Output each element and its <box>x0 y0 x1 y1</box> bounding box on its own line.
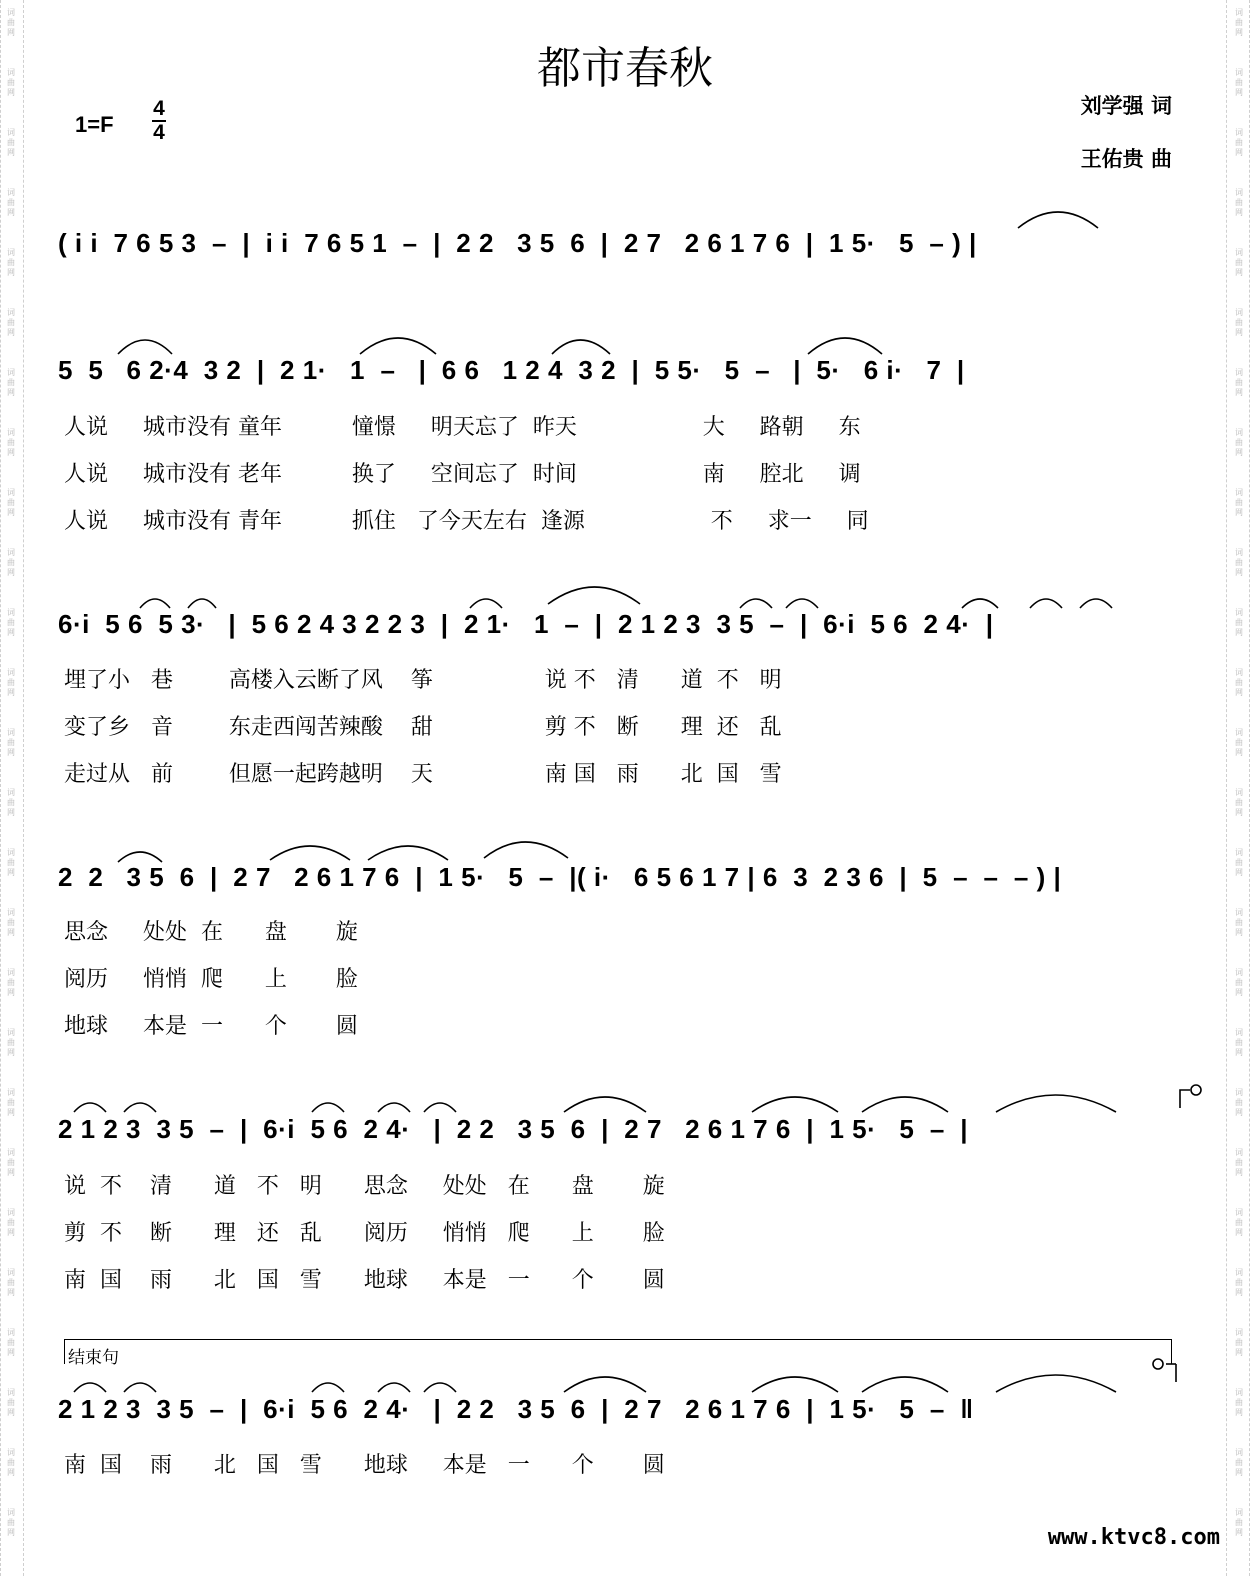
side-watermark-text: 词 曲 网 <box>1235 728 1243 757</box>
time-signature-bottom: 4 <box>153 121 165 144</box>
slur-arc <box>118 852 162 862</box>
ending-label: 结束句 <box>68 1348 119 1368</box>
key-signature: 1=F <box>75 112 114 137</box>
slur-arc <box>552 340 610 354</box>
slur-arc <box>564 1097 646 1112</box>
slur-arc <box>808 338 882 354</box>
slur-arc <box>740 599 772 608</box>
slur-arc <box>312 1383 344 1392</box>
side-watermark-text: 词 曲 网 <box>1235 788 1243 817</box>
coda-marker <box>1180 1090 1190 1108</box>
notation-line-4: 2 2 3 5 6 | 2 7 2 6 1 7 6 | 1 5· 5 – |( i· 6 5 6 1 7 | 6 3 2 3 6 | 5 – – – ) | <box>58 862 1062 892</box>
slur-arc <box>862 1377 948 1392</box>
side-watermark-text: 词 曲 网 <box>7 428 15 457</box>
lyric-line-4-verse-3: 地球 本是 一 个 圆 <box>64 1014 358 1039</box>
slur-arc <box>424 1103 456 1112</box>
side-watermark-text: 词 曲 网 <box>7 1388 15 1417</box>
side-watermark-text: 词 曲 网 <box>1235 488 1243 517</box>
side-watermark-text: 词 曲 网 <box>1235 1268 1243 1297</box>
side-watermark-text: 词 曲 网 <box>7 848 15 877</box>
slur-arc <box>1030 599 1062 608</box>
side-watermark-text: 词 曲 网 <box>1235 308 1243 337</box>
notation-line-6: 2 1 2 3 3 5 – | 6·i 5 6 2 4· | 2 2 3 5 6 | 2 7 2 6 1 7 6 | 1 5· 5 – ‖ <box>58 1394 974 1424</box>
side-watermark-text: 词 曲 网 <box>1235 248 1243 277</box>
slur-arc <box>424 1383 456 1392</box>
side-watermark-text: 词 曲 网 <box>1235 908 1243 937</box>
slur-arc <box>118 340 172 354</box>
lyric-line-2-verse-2: 人说 城市没有 老年 换了 空间忘了 时间 南 腔北 调 <box>64 462 861 487</box>
lyric-line-4-verse-1: 思念 处处 在 盘 旋 <box>64 920 358 945</box>
slur-arc <box>752 1377 838 1392</box>
side-watermark-text: 词 曲 网 <box>7 1148 15 1177</box>
side-watermark-text: 词 曲 网 <box>1235 1508 1243 1537</box>
side-watermark-text: 词 曲 网 <box>1235 968 1243 997</box>
side-watermark-text: 词 曲 网 <box>7 968 15 997</box>
side-watermark-text: 词 曲 网 <box>7 8 15 37</box>
side-watermark-text: 词 曲 网 <box>1235 668 1243 697</box>
slur-arc <box>188 599 216 608</box>
lyric-line-2-verse-3: 人说 城市没有 青年 抓住 了今天左右 逢源 不 求一 同 <box>64 509 869 534</box>
side-watermark-text: 词 曲 网 <box>7 248 15 277</box>
slur-arc <box>862 1097 948 1112</box>
side-watermark-text: 词 曲 网 <box>7 1028 15 1057</box>
side-watermark-text: 词 曲 网 <box>7 668 15 697</box>
slur-arc <box>470 599 502 608</box>
lyric-line-5-verse-2: 剪 不 断 理 还 乱 阅历 悄悄 爬 上 脸 <box>64 1221 665 1246</box>
slur-arc <box>360 338 436 354</box>
slur-arc <box>962 599 998 608</box>
slur-arc <box>786 599 818 608</box>
slur-arc <box>752 1097 838 1112</box>
lyric-line-5-verse-1: 说 不 清 道 不 明 思念 处处 在 盘 旋 <box>64 1174 665 1199</box>
side-watermark-text: 词 曲 网 <box>7 908 15 937</box>
side-watermark-text: 词 曲 网 <box>7 128 15 157</box>
slur-arc <box>484 842 568 858</box>
side-watermark-text: 词 曲 网 <box>7 1328 15 1357</box>
side-watermark-text: 词 曲 网 <box>7 68 15 97</box>
side-watermark-text: 词 曲 网 <box>7 488 15 517</box>
notation-line-1: ( i i 7 6 5 3 – | i i 7 6 5 1 – | 2 2 3 5 6 | 2 7 2 6 1 7 6 | 1 5· 5 – ) | <box>58 228 977 258</box>
slur-arc <box>270 846 350 860</box>
side-watermark-text: 词 曲 网 <box>1235 1208 1243 1237</box>
side-watermark-text: 词 曲 网 <box>7 188 15 217</box>
song-title: 都市春秋 <box>537 43 713 94</box>
side-watermark-text: 词 曲 网 <box>1235 428 1243 457</box>
composer-credit: 王佑贵 曲 <box>1080 146 1172 171</box>
side-watermark-text: 词 曲 网 <box>1235 1148 1243 1177</box>
slur-arc <box>548 587 640 604</box>
slur-arc <box>74 1103 106 1112</box>
notation-line-2: 5 5 6 2·4 3 2 | 2 1· 1 – | 6 6 1 2 4 3 2 | 5 5· 5 – | 5· 6 i· 7 | <box>58 355 965 385</box>
slur-arc <box>140 599 170 608</box>
notation-line-5: 2 1 2 3 3 5 – | 6·i 5 6 2 4· | 2 2 3 5 6 | 2 7 2 6 1 7 6 | 1 5· 5 – | <box>58 1114 969 1144</box>
slur-arc <box>1080 599 1112 608</box>
side-watermark-text: 词 曲 网 <box>1235 68 1243 97</box>
side-watermark-text: 词 曲 网 <box>1235 1088 1243 1117</box>
side-watermark-text: 词 曲 网 <box>7 308 15 337</box>
lyric-line-3-verse-3: 走过从 前 但愿一起跨越明 天 南 国 雨 北 国 雪 <box>64 762 782 787</box>
side-watermark-text: 词 曲 网 <box>1235 848 1243 877</box>
side-watermark-text: 词 曲 网 <box>7 608 15 637</box>
coda-circle <box>1191 1085 1201 1095</box>
slur-arc <box>124 1103 156 1112</box>
side-watermark-text: 词 曲 网 <box>1235 8 1243 37</box>
side-watermark-text: 词 曲 网 <box>7 1088 15 1117</box>
slur-arc <box>124 1383 156 1392</box>
coda-circle <box>1153 1359 1163 1369</box>
slur-arc <box>378 1103 410 1112</box>
side-watermark-text: 词 曲 网 <box>7 728 15 757</box>
side-watermark-text: 词 曲 网 <box>1235 548 1243 577</box>
side-watermark-text: 词 曲 网 <box>1235 608 1243 637</box>
side-watermark-text: 词 曲 网 <box>7 1508 15 1537</box>
slur-arc <box>368 846 448 860</box>
side-watermark-text: 词 曲 网 <box>7 368 15 397</box>
lyric-line-2-verse-1: 人说 城市没有 童年 憧憬 明天忘了 昨天 大 路朝 东 <box>64 415 861 440</box>
side-watermark-text: 词 曲 网 <box>1235 188 1243 217</box>
lyric-line-6: 南 国 雨 北 国 雪 地球 本是 一 个 圆 <box>64 1453 665 1478</box>
slur-arc <box>996 1375 1116 1392</box>
side-watermark-text: 词 曲 网 <box>1235 1028 1243 1057</box>
lyric-line-5-verse-3: 南 国 雨 北 国 雪 地球 本是 一 个 圆 <box>64 1268 665 1293</box>
notation-line-3: 6·i 5 6 5 3· | 5 6 2 4 3 2 2 3 | 2 1· 1 – | 2 1 2 3 3 5 – | 6·i 5 6 2 4· | <box>58 609 994 639</box>
side-watermark-text: 词 曲 网 <box>1235 368 1243 397</box>
side-watermark-text: 词 曲 网 <box>7 788 15 817</box>
side-watermark-text: 词 曲 网 <box>7 548 15 577</box>
lyric-line-4-verse-2: 阅历 悄悄 爬 上 脸 <box>64 967 358 992</box>
website-watermark: www.ktvc8.com <box>1047 1525 1220 1550</box>
side-watermark-text: 词 曲 网 <box>7 1208 15 1237</box>
time-signature-top: 4 <box>153 97 165 120</box>
slur-arc <box>378 1383 410 1392</box>
side-watermark-text: 词 曲 网 <box>1235 1328 1243 1357</box>
side-watermark-text: 词 曲 网 <box>7 1448 15 1477</box>
side-watermark-text: 词 曲 网 <box>1235 1388 1243 1417</box>
slur-arc <box>564 1377 646 1392</box>
side-watermark-text: 词 曲 网 <box>1235 128 1243 157</box>
lyric-line-3-verse-1: 埋了小 巷 高楼入云断了风 筝 说 不 清 道 不 明 <box>64 668 782 693</box>
slur-arc <box>1018 212 1098 228</box>
slur-arc <box>996 1095 1116 1112</box>
lyric-line-3-verse-2: 变了乡 音 东走西闯苦辣酸 甜 剪 不 断 理 还 乱 <box>64 715 782 740</box>
side-watermark-text: 词 曲 网 <box>1235 1448 1243 1477</box>
lyricist-credit: 刘学强 词 <box>1080 93 1172 118</box>
slur-arc <box>312 1103 344 1112</box>
side-watermark-text: 词 曲 网 <box>7 1268 15 1297</box>
slur-arc <box>74 1383 106 1392</box>
